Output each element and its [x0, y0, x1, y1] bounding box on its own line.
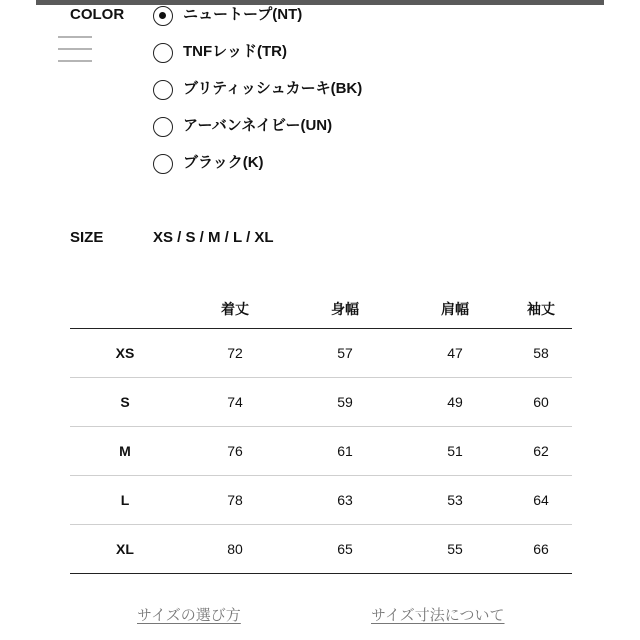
color-option-nt[interactable]: [153, 4, 362, 41]
table-cell: 72: [227, 345, 243, 361]
radio-unchecked-icon[interactable]: [153, 154, 173, 174]
table-cell: 76: [227, 443, 243, 459]
table-cell: 57: [337, 345, 353, 361]
table-cell: 63: [337, 492, 353, 508]
table-cell: 49: [447, 394, 463, 410]
hamburger-line: [58, 36, 92, 38]
table-cell: 74: [227, 394, 243, 410]
table-header-cell: 着丈: [221, 301, 249, 317]
radio-unchecked-icon[interactable]: [153, 117, 173, 137]
color-option-k[interactable]: [153, 152, 362, 189]
table-cell: 78: [227, 492, 243, 508]
table-cell: 58: [533, 345, 549, 361]
table-row: [70, 427, 572, 476]
color-label: COLOR: [70, 6, 125, 23]
table-cell: 65: [337, 541, 353, 557]
table-header-cell: 袖丈: [527, 301, 555, 317]
table-row: [70, 378, 572, 427]
size-values: XS / S / M / L / XL: [153, 229, 274, 246]
size-chart-table: [70, 290, 572, 574]
size-row-label: XL: [116, 541, 134, 557]
radio-unchecked-icon[interactable]: [153, 43, 173, 63]
table-cell: 47: [447, 345, 463, 361]
table-cell: 53: [447, 492, 463, 508]
size-row-label: S: [120, 394, 130, 410]
table-cell: 66: [533, 541, 549, 557]
table-cell: 64: [533, 492, 549, 508]
color-option-bk[interactable]: [153, 78, 362, 115]
table-cell: 60: [533, 394, 549, 410]
hamburger-line: [58, 48, 92, 50]
table-cell: 55: [447, 541, 463, 557]
table-row: [70, 476, 572, 525]
color-option-label: アーバンネイビー(UN): [183, 117, 333, 134]
table-header-cell: 肩幅: [441, 301, 469, 317]
size-label: SIZE: [70, 229, 104, 246]
table-header-cell: [70, 290, 180, 329]
table-cell: 62: [533, 443, 549, 459]
hamburger-line: [58, 60, 92, 62]
color-option-label: ブリティッシュカーキ(BK): [183, 80, 363, 97]
size-row-label: M: [119, 443, 131, 459]
table-row: [70, 525, 572, 574]
table-row: [70, 329, 572, 378]
table-cell: 51: [447, 443, 463, 459]
color-option-label: TNFレッド(TR): [183, 43, 287, 60]
size-row-label: L: [120, 492, 130, 508]
color-options: [153, 4, 362, 189]
table-cell: 80: [227, 541, 243, 557]
color-option-tr[interactable]: [153, 41, 362, 78]
color-option-label: ブラック(K): [183, 154, 264, 171]
radio-unchecked-icon[interactable]: [153, 80, 173, 100]
table-header-cell: 身幅: [331, 301, 359, 317]
hamburger-menu-icon[interactable]: [58, 36, 92, 62]
radio-checked-icon[interactable]: [153, 6, 173, 26]
size-guide-link[interactable]: サイズの選び方: [137, 607, 241, 624]
size-row-label: XS: [115, 345, 135, 361]
table-cell: 61: [337, 443, 353, 459]
color-option-un[interactable]: [153, 115, 362, 152]
table-header-row: [70, 290, 572, 329]
size-dimensions-link[interactable]: サイズ寸法について: [371, 607, 505, 624]
table-cell: 59: [337, 394, 353, 410]
color-option-label: ニュートープ(NT): [183, 6, 303, 23]
